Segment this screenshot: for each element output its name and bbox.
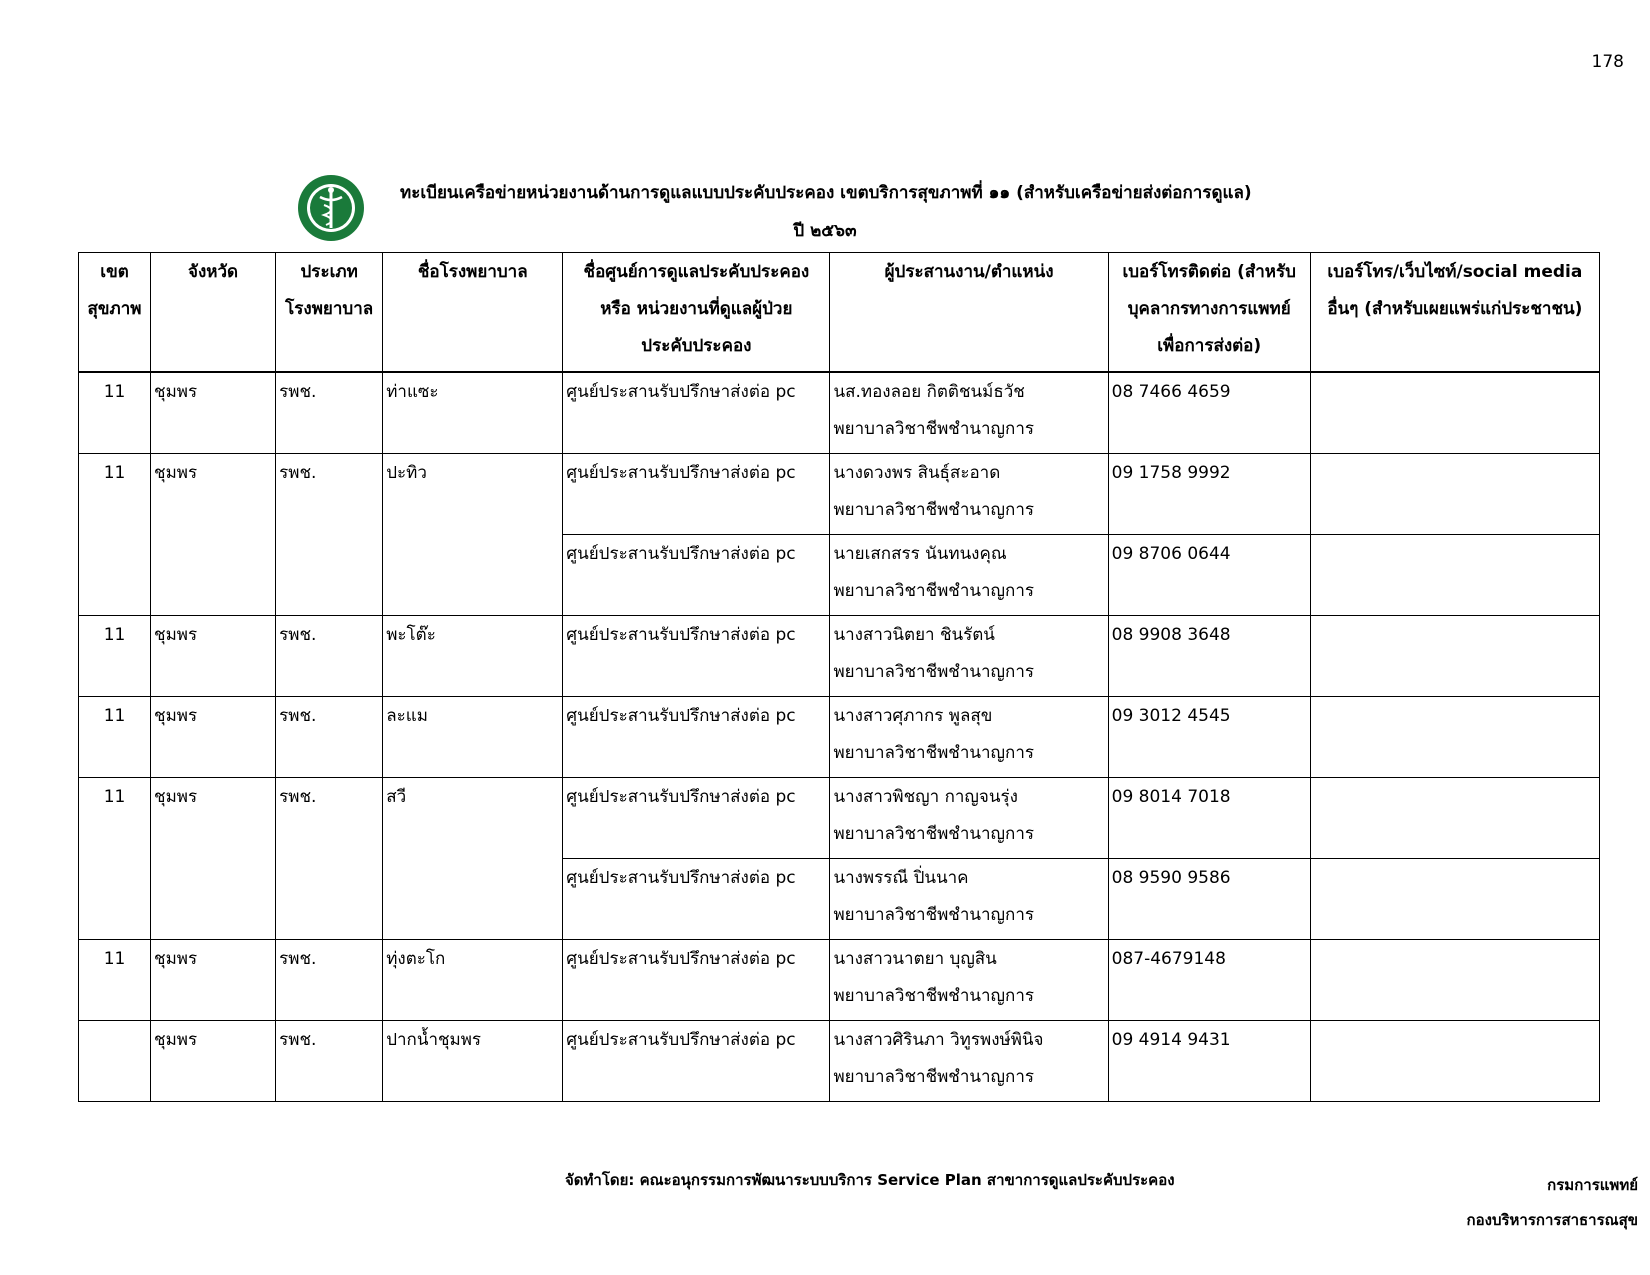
center-name-cell: ศูนย์ประสานรับปรึกษาส่งต่อ pc [563, 454, 830, 535]
coordinator-position: พยาบาลวิชาชีพชำนาญการ [833, 419, 1035, 439]
header-line: เขต [100, 262, 129, 282]
zone-cell: 11 [79, 454, 151, 616]
header-line: สุขภาพ [87, 299, 142, 319]
phone-cell: 09 4914 9431 [1108, 1021, 1310, 1102]
coordinator-position: พยาบาลวิชาชีพชำนาญการ [833, 986, 1035, 1006]
header-line: ประเภท [300, 262, 358, 282]
center-name-cell: ศูนย์ประสานรับปรึกษาส่งต่อ pc [563, 616, 830, 697]
coordinator-cell [830, 859, 1108, 940]
phone-cell: 08 7466 4659 [1108, 372, 1310, 454]
header-line: ชื่อโรงพยาบาล [417, 262, 528, 282]
hospital-type-cell: รพช. [276, 1021, 383, 1102]
center-name-cell: ศูนย์ประสานรับปรึกษาส่งต่อ pc [563, 1021, 830, 1102]
hospital-type-cell: รพช. [276, 454, 383, 616]
public-contact-cell [1310, 372, 1599, 454]
header-line: ประคับประคอง [641, 336, 752, 356]
hospital-name-cell: พะโต๊ะ [383, 616, 563, 697]
coordinator-position: พยาบาลวิชาชีพชำนาญการ [833, 662, 1035, 682]
hospital-name-cell: ท่าแซะ [383, 372, 563, 454]
header-row [79, 253, 1600, 373]
public-contact-cell [1310, 1021, 1599, 1102]
coordinator-name: นายเสกสรร นันทนงคุณ [833, 544, 1007, 564]
table-row [79, 372, 1600, 454]
province-cell: ชุมพร [151, 697, 276, 778]
column-header [79, 253, 151, 373]
coordinator-cell [830, 454, 1108, 535]
coordinator-position: พยาบาลวิชาชีพชำนาญการ [833, 905, 1035, 925]
coordinator-name: นางพรรณี ปิ่นนาค [833, 868, 969, 888]
footer-prepared-by: จัดทำโดย: คณะอนุกรรมการพัฒนาระบบบริการ Service Plan สาขาการดูแลประคับประคอง [565, 1171, 1175, 1189]
phone-cell: 09 3012 4545 [1108, 697, 1310, 778]
table-row [79, 616, 1600, 697]
phone-cell: 087-4679148 [1108, 940, 1310, 1021]
coordinator-position: พยาบาลวิชาชีพชำนาญการ [833, 824, 1035, 844]
zone-cell: 11 [79, 778, 151, 940]
zone-cell: 11 [79, 697, 151, 778]
public-contact-cell [1310, 859, 1599, 940]
header-line: บุคลากรทางการแพทย์ [1127, 299, 1291, 319]
column-header [830, 253, 1108, 373]
table-row [79, 778, 1600, 859]
coordinator-name: นางสาวศิรินภา วิทูรพงษ์พินิจ [833, 1030, 1044, 1050]
hospital-type-cell: รพช. [276, 697, 383, 778]
public-contact-cell [1310, 454, 1599, 535]
column-header [563, 253, 830, 373]
coordinator-cell [830, 697, 1108, 778]
province-cell: ชุมพร [151, 616, 276, 697]
registry-table [78, 252, 1600, 1102]
table-row [79, 940, 1600, 1021]
header-line: โรงพยาบาล [285, 299, 374, 319]
phone-cell: 08 9908 3648 [1108, 616, 1310, 697]
center-name-cell: ศูนย์ประสานรับปรึกษาส่งต่อ pc [563, 535, 830, 616]
header-line: หรือ หน่วยงานที่ดูแลผู้ป่วย [600, 299, 793, 319]
coordinator-cell [830, 616, 1108, 697]
province-cell: ชุมพร [151, 1021, 276, 1102]
header-line: ชื่อศูนย์การดูแลประคับประคอง [583, 262, 810, 282]
public-contact-cell [1310, 616, 1599, 697]
header-line: เบอร์โทรติดต่อ (สำหรับ [1122, 262, 1296, 282]
province-cell: ชุมพร [151, 778, 276, 940]
document-title: ทะเบียนเครือข่ายหน่วยงานด้านการดูแลแบบประคับประคอง เขตบริการสุขภาพที่ ๑๑ (สำหรับเครือข่ายส่งต่อการดูแล) [400, 183, 1252, 203]
coordinator-name: นางสาวนิตยา ชินรัตน์ [833, 625, 995, 645]
hospital-type-cell: รพช. [276, 372, 383, 454]
hospital-name-cell: ปะทิว [383, 454, 563, 616]
coordinator-position: พยาบาลวิชาชีพชำนาญการ [833, 1067, 1035, 1087]
hospital-name-cell: สวี [383, 778, 563, 940]
header-line: จังหวัด [188, 262, 239, 282]
center-name-cell: ศูนย์ประสานรับปรึกษาส่งต่อ pc [563, 697, 830, 778]
public-contact-cell [1310, 778, 1599, 859]
column-header [383, 253, 563, 373]
coordinator-cell [830, 940, 1108, 1021]
table-row [79, 454, 1600, 535]
coordinator-cell [830, 1021, 1108, 1102]
coordinator-name: นางสาวพิชญา กาญจนรุ่ง [833, 787, 1018, 807]
header-line: อื่นๆ (สำหรับเผยแพร่แก่ประชาชน) [1327, 299, 1583, 319]
hospital-name-cell: ทุ่งตะโก [383, 940, 563, 1021]
coordinator-position: พยาบาลวิชาชีพชำนาญการ [833, 500, 1035, 520]
table-row [79, 697, 1600, 778]
province-cell: ชุมพร [151, 454, 276, 616]
province-cell: ชุมพร [151, 940, 276, 1021]
column-header [151, 253, 276, 373]
coordinator-name: นางดวงพร สินธุ์สะอาด [833, 463, 1001, 483]
page-number: 178 [1591, 52, 1624, 72]
center-name-cell: ศูนย์ประสานรับปรึกษาส่งต่อ pc [563, 859, 830, 940]
hospital-name-cell: ละแม [383, 697, 563, 778]
header-line: ผู้ประสานงาน/ตำแหน่ง [884, 262, 1054, 282]
column-header [1108, 253, 1310, 373]
coordinator-cell [830, 535, 1108, 616]
zone-cell [79, 1021, 151, 1102]
coordinator-position: พยาบาลวิชาชีพชำนาญการ [833, 581, 1035, 601]
public-contact-cell [1310, 535, 1599, 616]
table-body [79, 372, 1600, 1102]
phone-cell: 08 9590 9586 [1108, 859, 1310, 940]
footer-right [1467, 1168, 1638, 1238]
header-line: เบอร์โทร/เว็บไซท์/social media [1327, 262, 1583, 282]
hospital-type-cell: รพช. [276, 940, 383, 1021]
coordinator-name: นส.ทองลอย กิตติชนม์ธวัช [833, 382, 1025, 402]
column-header [276, 253, 383, 373]
coordinator-cell [830, 372, 1108, 454]
table-header [79, 253, 1600, 373]
zone-cell: 11 [79, 616, 151, 697]
coordinator-cell [830, 778, 1108, 859]
document-subtitle: ปี ๒๕๖๓ [793, 221, 857, 241]
hospital-type-cell: รพช. [276, 778, 383, 940]
coordinator-position: พยาบาลวิชาชีพชำนาญการ [833, 743, 1035, 763]
footer-division: กองบริหารการสาธารณสุข [1466, 1211, 1638, 1229]
zone-cell: 11 [79, 372, 151, 454]
province-cell: ชุมพร [151, 372, 276, 454]
header-line: เพื่อการส่งต่อ) [1157, 336, 1262, 356]
phone-cell: 09 1758 9992 [1108, 454, 1310, 535]
column-header [1310, 253, 1599, 373]
public-contact-cell [1310, 697, 1599, 778]
coordinator-name: นางสาวศุภากร พูลสุข [833, 706, 993, 726]
phone-cell: 09 8706 0644 [1108, 535, 1310, 616]
center-name-cell: ศูนย์ประสานรับปรึกษาส่งต่อ pc [563, 940, 830, 1021]
hospital-name-cell: ปากน้ำชุมพร [383, 1021, 563, 1102]
hospital-type-cell: รพช. [276, 616, 383, 697]
table-row [79, 1021, 1600, 1102]
public-contact-cell [1310, 940, 1599, 1021]
phone-cell: 09 8014 7018 [1108, 778, 1310, 859]
coordinator-name: นางสาวนาตยา บุญสิน [833, 949, 997, 969]
footer-department: กรมการแพทย์ [1547, 1176, 1638, 1194]
center-name-cell: ศูนย์ประสานรับปรึกษาส่งต่อ pc [563, 372, 830, 454]
center-name-cell: ศูนย์ประสานรับปรึกษาส่งต่อ pc [563, 778, 830, 859]
zone-cell: 11 [79, 940, 151, 1021]
